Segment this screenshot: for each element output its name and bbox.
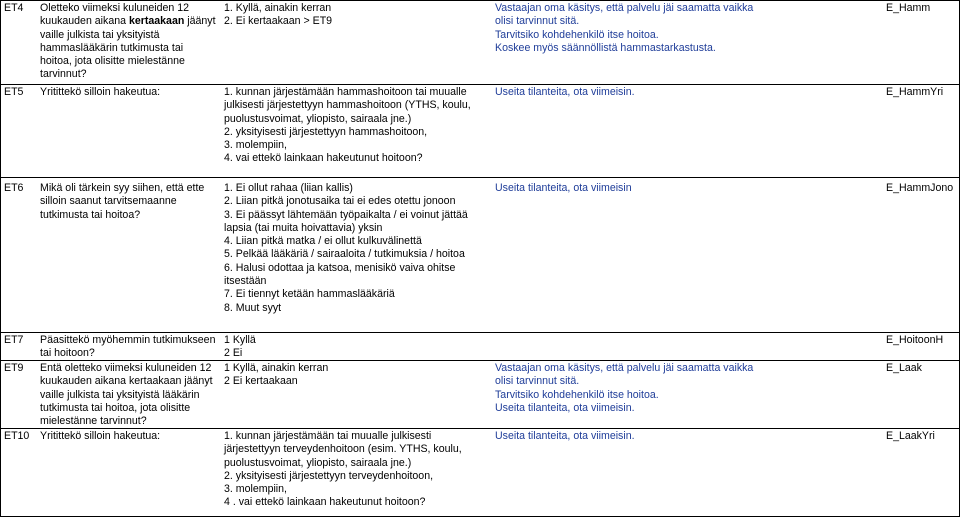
note-line: Useita tilanteita, ota viimeisin [495, 182, 632, 194]
question-line: mielestänne tarvinnut? [40, 415, 147, 428]
answer-line: 1. kunnan järjestämään tai muualle julkisesti [224, 430, 432, 442]
variable-name: E_Hamm [886, 2, 931, 14]
question-line: silloin saanut tarvitsemaanne [40, 195, 177, 208]
question-line: Mikä oli tärkein syy siihen, että ette [40, 182, 205, 194]
variable-name: E_LaakYri [886, 430, 935, 442]
answer-line: 6. Halusi odottaa ja katsoa, menisikö vaiva ohitse [224, 261, 456, 274]
row-code: ET7 [4, 334, 24, 346]
answer-line: 4. vai ettekö lainkaan hakeutunut hoitoon? [224, 152, 423, 165]
interviewer-notes [495, 86, 795, 99]
answer-line: 4. Liian pitkä matka / ei ollut kulkuvälinettä [224, 235, 422, 248]
question-line: kuukauden aikana kertaakaan jäänyt [40, 15, 216, 28]
note-line: Tarvitsiko kohdehenkilö itse hoitoa. [495, 388, 659, 401]
answer-options [224, 2, 492, 29]
question-text [40, 2, 222, 82]
note-line: Useita tilanteita, ota viimeisin. [495, 401, 635, 414]
interviewer-notes [495, 2, 795, 55]
interviewer-notes [495, 362, 795, 415]
table-row-et6 [0, 177, 960, 330]
question-line: hammaslääkärin tutkimusta tai [40, 41, 184, 54]
table-row-et10 [0, 428, 960, 517]
question-text [40, 334, 222, 361]
table-row-et7 [0, 332, 960, 361]
note-line: Useita tilanteita, ota viimeisin. [495, 430, 635, 442]
question-line: tarvinnut? [40, 68, 87, 81]
answer-line: puolustusvoimat, yliopisto, sairaala jne.) [224, 112, 412, 125]
answer-line: 1. kunnan järjestämään hammashoitoon tai muualle [224, 86, 467, 98]
answer-line: 1 Kyllä [224, 334, 256, 346]
question-line: kuukauden aikana kertaakaan jäänyt [40, 375, 213, 388]
variable-name: E_HoitoonH [886, 334, 944, 346]
question-line: tai hoitoon? [40, 347, 95, 360]
note-line: olisi tarvinnut sitä. [495, 375, 580, 388]
note-line: olisi tarvinnut sitä. [495, 15, 580, 28]
question-line: Oletteko viimeksi kuluneiden 12 [40, 2, 189, 14]
note-line: Tarvitsiko kohdehenkilö itse hoitoa. [495, 28, 659, 41]
answer-line: 2. yksityisesti järjestettyyn terveydenhoitoon, [224, 469, 434, 482]
answer-line: 2 Ei [224, 347, 243, 360]
answer-options [224, 334, 492, 361]
question-line: Entä oletteko viimeksi kuluneiden 12 [40, 362, 212, 374]
interviewer-notes [495, 182, 795, 195]
answer-line: 2. yksityisesti järjestettyyn hammashoitoon, [224, 125, 428, 138]
question-text [40, 430, 222, 443]
question-line: tutkimusta tai hoitoa? [40, 208, 141, 221]
answer-line: 3. molempiin, [224, 139, 287, 152]
answer-line: lapsia (tai muita hoivattavia) yksin [224, 221, 383, 234]
question-line: Yritittekö silloin hakeutua: [40, 86, 161, 98]
row-code: ET10 [4, 430, 30, 442]
note-line: Vastaajan oma käsitys, että palvelu jäi saamatta vaikka [495, 362, 754, 374]
answer-line: 2 Ei kertaakaan [224, 375, 298, 388]
question-line: hoitoa, jota olisitte mielestänne [40, 55, 185, 68]
answer-line: itsestään [224, 275, 267, 288]
answer-options [224, 430, 492, 510]
answer-line: 5. Pelkää lääkäriä / sairaaloita / tutkimuksia / hoitoa [224, 248, 465, 261]
answer-line: julkisesti järjestettyyn hammashoitoon (YTHS, koulu, [224, 99, 471, 112]
variable-name: E_HammJono [886, 182, 954, 194]
question-line: tutkimusta tai hoitoa, jota olisitte [40, 401, 191, 414]
answer-line: 7. Ei tiennyt ketään hammaslääkäriä [224, 288, 395, 301]
table-row-et4 [0, 0, 960, 85]
answer-line: 3. Ei päässyt lähtemään työpaikalta / ei voinut jättää [224, 208, 468, 221]
table-row-et9 [0, 360, 960, 429]
row-code: ET9 [4, 362, 24, 374]
question-text [40, 362, 222, 428]
answer-line: 1 Kyllä, ainakin kerran [224, 362, 329, 374]
question-line: vaille julkista tai yksityistä [40, 28, 160, 41]
answer-line: 2. Ei kertaakaan > ET9 [224, 15, 333, 28]
question-line: Päasittekö myöhemmin tutkimukseen [40, 334, 216, 346]
answer-line: 1. Ei ollut rahaa (liian kallis) [224, 182, 353, 194]
answer-line: järjestettyyn terveydenhoitoon (esim. YTHS, koulu, [224, 443, 462, 456]
interviewer-notes [495, 430, 795, 443]
answer-line: 8. Muut syyt [224, 301, 282, 314]
answer-line: 4 . vai ettekö lainkaan hakeutunut hoitoon? [224, 496, 426, 509]
row-code: ET6 [4, 182, 24, 194]
question-text [40, 86, 222, 99]
answer-line: puolustusvoimat, yliopisto, sairaala jne.) [224, 456, 412, 469]
answer-options [224, 182, 492, 315]
variable-name: E_HammYri [886, 86, 944, 98]
question-line: vaille julkista tai yksityistä lääkärin [40, 388, 200, 401]
answer-line: 2. Liian pitkä jonotusaika tai ei edes otettu jonoon [224, 195, 456, 208]
row-code: ET5 [4, 86, 24, 98]
question-text [40, 182, 222, 222]
note-line: Koskee myös säännöllistä hammastarkastusta. [495, 41, 716, 54]
answer-options [224, 86, 492, 166]
answer-line: 3. molempiin, [224, 483, 287, 496]
note-line: Useita tilanteita, ota viimeisin. [495, 86, 635, 98]
answer-line: 1. Kyllä, ainakin kerran [224, 2, 332, 14]
note-line: Vastaajan oma käsitys, että palvelu jäi saamatta vaikka [495, 2, 754, 14]
variable-name: E_Laak [886, 362, 922, 374]
row-code: ET4 [4, 2, 24, 14]
table-row-et5 [0, 84, 960, 175]
question-line: Yritittekö silloin hakeutua: [40, 430, 161, 442]
answer-options [224, 362, 492, 389]
